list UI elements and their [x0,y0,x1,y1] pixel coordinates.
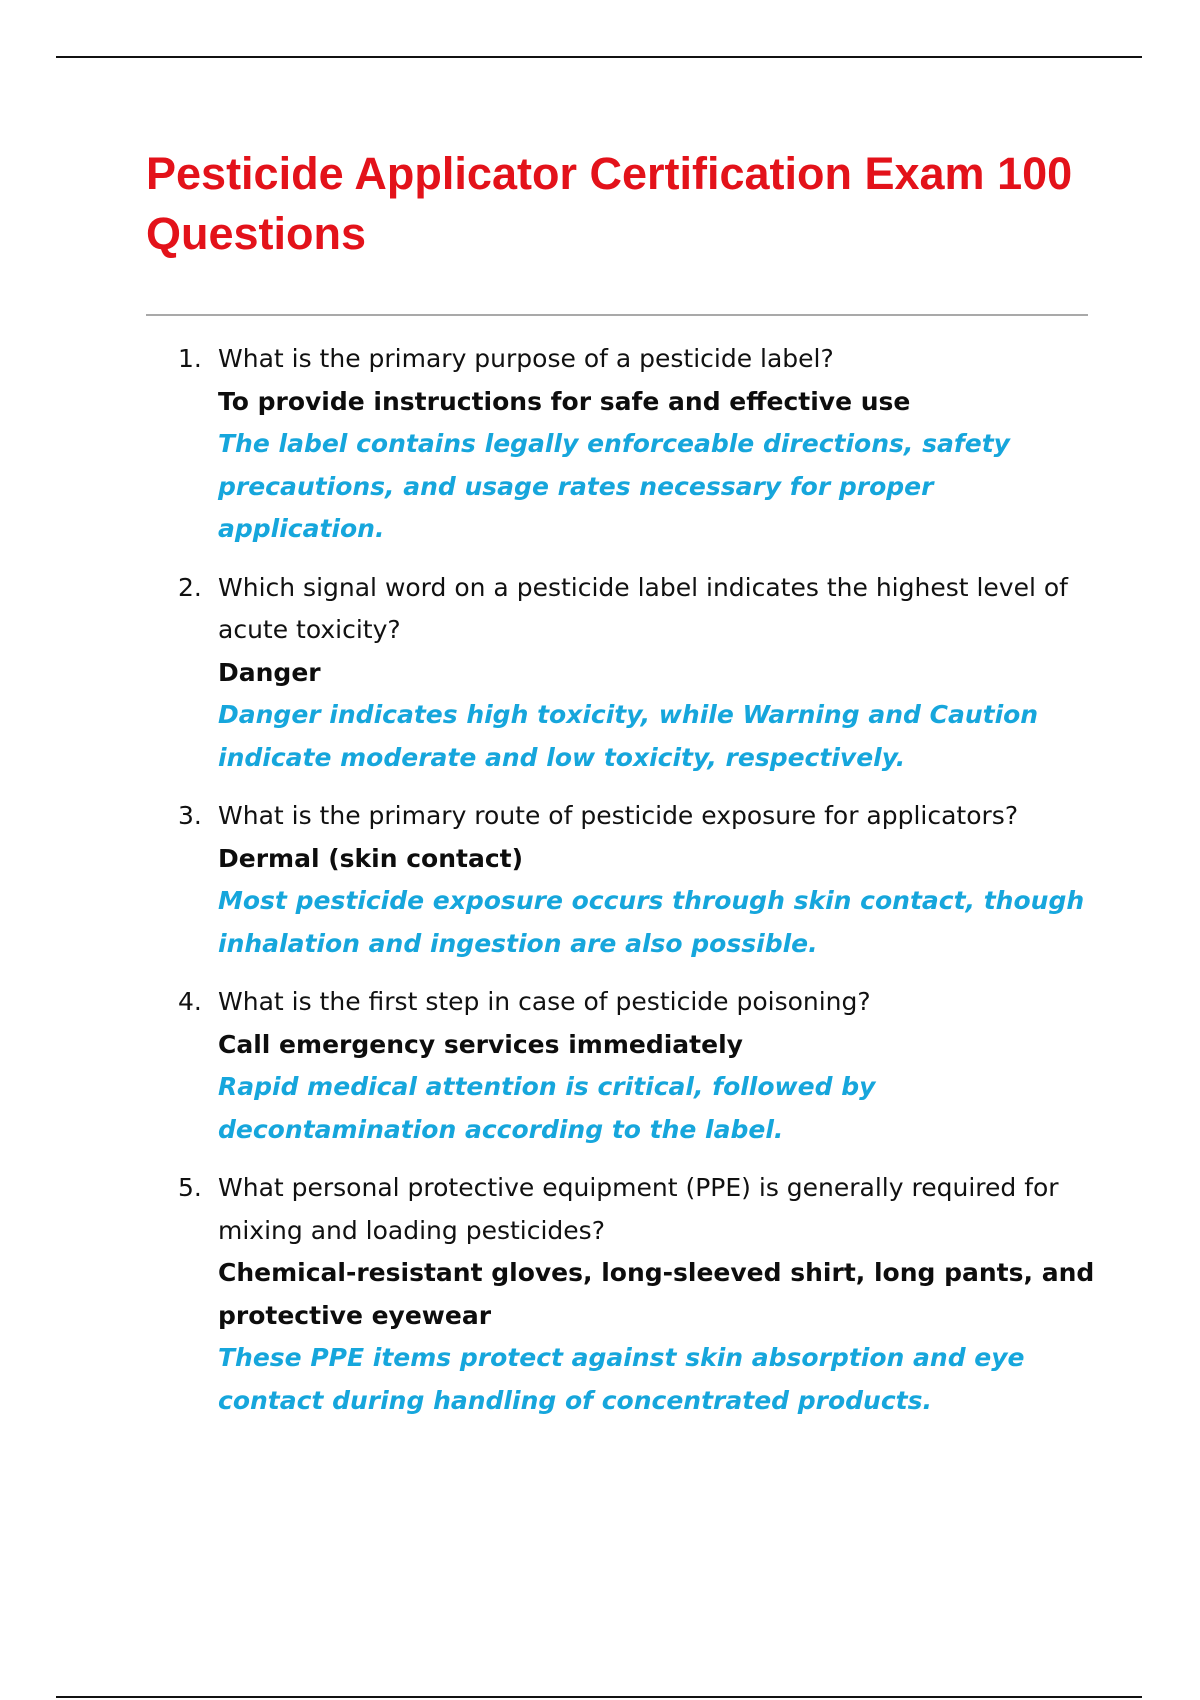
title-divider [146,314,1088,316]
question-number: 3. [178,801,202,830]
question-body [218,1167,1098,1422]
question-number: 1. [178,344,202,373]
question-number: 4. [178,987,202,1016]
question-item-3 [178,795,1098,965]
question-number: 5. [178,1173,202,1202]
answer-text: To provide instructions for safe and effective use [218,386,911,416]
page-top-rule [56,56,1142,58]
question-text: What is the primary route of pesticide exposure for applicators? [218,801,1019,830]
question-item-1 [178,338,1098,551]
question-text: Which signal word on a pesticide label indicates the highest level of acute toxicity? [218,572,1068,644]
question-number: 2. [178,572,202,602]
answer-text: Chemical-resistant gloves, long-sleeved shirt, long pants, and protective eyewear [218,1258,1095,1330]
explanation-text: Rapid medical attention is critical, followed by decontamination according to the label. [218,1072,876,1144]
explanation-text: These PPE items protect against skin absorption and eye contact during handling of concentrated products. [218,1343,1025,1415]
answer-text: Danger [218,657,321,687]
answer-text: Call emergency services immediately [218,1029,743,1059]
question-body [218,981,1098,1151]
question-list [178,338,1098,1438]
question-text: What is the primary purpose of a pesticide label? [218,344,834,373]
question-item-4 [178,981,1098,1151]
question-text: What is the first step in case of pesticide poisoning? [218,987,871,1016]
question-text: What personal protective equipment (PPE) is generally required for mixing and loading pesticides? [218,1173,1059,1245]
explanation-text: Danger indicates high toxicity, while Warning and Caution indicate moderate and low toxicity, respectively. [218,700,1039,772]
page-bottom-rule [56,1696,1142,1698]
question-body [218,795,1098,965]
question-item-2 [178,567,1098,780]
question-body [218,338,1098,551]
question-body [218,567,1098,780]
answer-text: Dermal (skin contact) [218,843,524,873]
document-title: Pesticide Applicator Certification Exam 100 Questions [146,148,1073,259]
explanation-text: The label contains legally enforceable directions, safety precautions, and usage rates necessary for proper application. [218,429,1010,543]
explanation-text: Most pesticide exposure occurs through skin contact, though inhalation and ingestion are also possible. [218,886,1085,958]
question-item-5 [178,1167,1098,1422]
